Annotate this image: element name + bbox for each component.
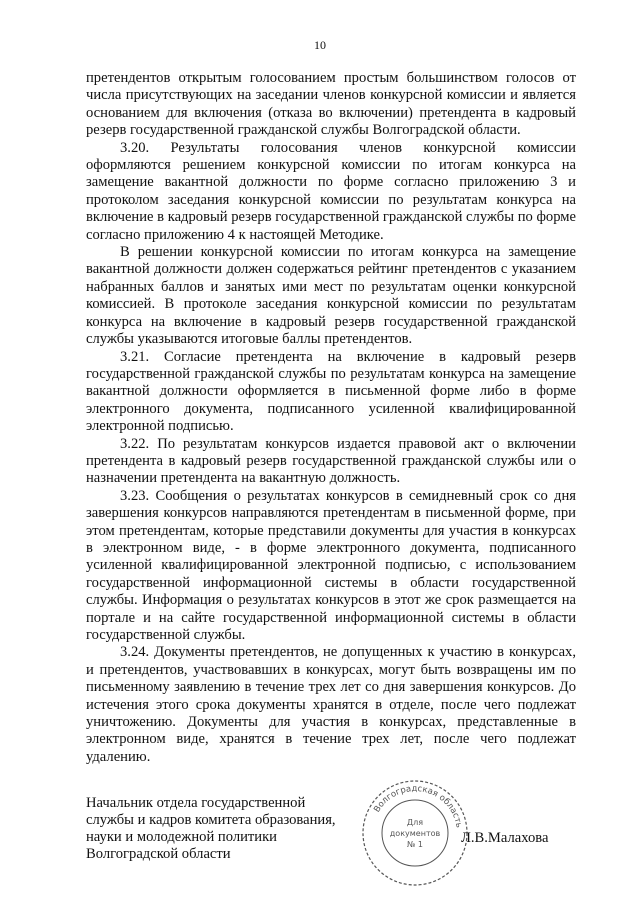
signer-title-line: Начальник отдела государственной	[86, 795, 306, 811]
page-number: 10	[314, 38, 326, 52]
paragraph-3-21: 3.21. Согласие претендента на включение в кадровый резерв государственной гражданской службы по результатам конкурса на замещение вакантной должности оформляется в письменной форме либо в форме электронного документа, подписанного усиленной квалифицированной электронной подписью.	[86, 348, 576, 435]
signature-block	[86, 795, 386, 863]
stamp-center-text: документов	[389, 829, 441, 838]
stamp-center-text: № 1	[407, 840, 423, 849]
signer-title-line: науки и молодежной политики	[86, 829, 277, 845]
paragraph-rating: В решении конкурсной комиссии по итогам конкурса на замещение вакантной должности должен содержаться рейтинг претендентов с указанием набранных баллов и занятых ими мест по результатам оценки конкурсной комиссией. В протоколе заседания конкурсной комиссии по результатам конкурса на включение в кадровый резерв государственной гражданской службы указываются итоговые баллы претендентов.	[86, 244, 576, 348]
paragraph-3-20: 3.20. Результаты голосования членов конкурсной комиссии оформляются решением конкурсной комиссии по итогам конкурса на замещение вакантной должности по форме согласно приложению 3 и протоколом заседания конкурсной комиссии по результатам конкурса на включение в кадровый резерв государственной гражданской службы по форме согласно приложению 4 к настоящей Методике.	[86, 139, 576, 243]
signer-title-line: Волгоградской области	[86, 846, 231, 862]
document-body	[86, 70, 576, 766]
signer-title-line: службы и кадров комитета образования,	[86, 812, 336, 828]
signer-name: Л.В.Малахова	[461, 830, 549, 846]
paragraph-3-23: 3.23. Сообщения о результатах конкурсов в семидневный срок со дня завершения конкурсов направляются претендентам в письменной форме, при этом претендентам, которые представили документы для участия в конкурсах в электронном виде, - в форме электронного документа, подписанного усиленной квалифицированной электронной подписью, с использованием государственной информационной системы в области государственной службы. Информация о результатах конкурсов в этот же срок размещается на портале и на сайте государственной информационной системы в области государственной службы.	[86, 487, 576, 643]
stamp-ring-text: Волгоградская область	[372, 783, 464, 829]
paragraph-3-22: 3.22. По результатам конкурсов издается правовой акт о включении претендента в кадровый резерв государственной гражданской службы или о назначении претендента на вакантную должность.	[86, 435, 576, 487]
paragraph-continuation: претендентов открытым голосованием простым большинством голосов от числа присутствующих на заседании членов конкурсной комиссии и является основанием для включения (отказа во включении) претендента в кадровый резерв государственной гражданской службы Волгоградской области.	[86, 70, 576, 139]
stamp-center-text: Для	[406, 818, 424, 827]
official-stamp-seal	[360, 778, 470, 888]
paragraph-3-24: 3.24. Документы претендентов, не допущенных к участию в конкурсах, и претендентов, участвовавших в конкурсах, могут быть возвращены им по письменному заявлению в течение трех лет со дня завершения конкурсов. До истечения этого срока документы хранятся в отделе, после чего подлежат уничтожению. Документы для участия в конкурсах, представленные в электронном виде, хранятся в течение трех лет, после чего подлежат удалению.	[86, 644, 576, 765]
